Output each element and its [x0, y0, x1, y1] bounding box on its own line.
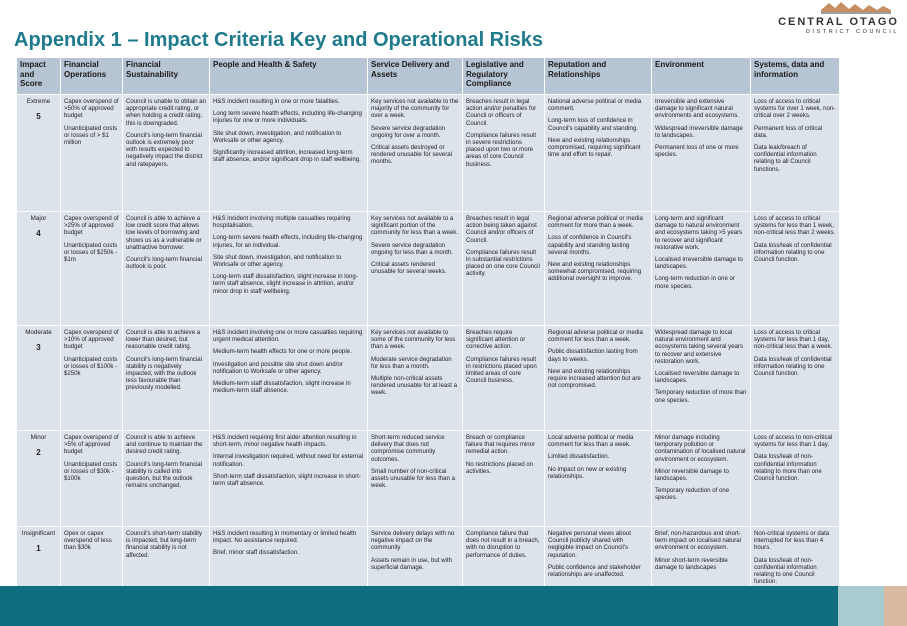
criteria-cell-environment — [652, 95, 750, 211]
criteria-text: Negative personal views about Council publicly shared with negligible impact on Council's reputation. — [548, 530, 631, 559]
column-header-systems-data: Systems, data and information — [751, 58, 839, 94]
criteria-text: Council is able to achieve a lower than desired, but reasonable credit rating. — [126, 329, 201, 351]
criteria-cell-environment — [652, 431, 750, 526]
column-header-financial-operations: Financial Operations — [61, 58, 122, 94]
column-header-people-health-safety: People and Health & Safety — [210, 58, 367, 94]
criteria-cell-financial-sustainability — [123, 212, 209, 325]
criteria-text: Compliance failures result in restrictions placed upon limited areas of core Council business. — [466, 355, 537, 385]
criteria-text: Widespread damage to local natural environment and ecosystems taking several years to recover and extensive restoration work. — [655, 329, 744, 365]
criteria-text: H&S incident involving multiple casualties requiring hospitalisation. — [213, 215, 351, 230]
column-header-financial-sustainability: Financial Sustainability — [123, 58, 209, 94]
criteria-text: Minor reversible damage to landscapes. — [655, 467, 729, 483]
criteria-text: Moderate service degradation for less than a month. — [371, 355, 452, 370]
criteria-text: Loss of access to critical systems for less than 1 day, non-critical less than a week. — [754, 329, 833, 351]
criteria-text: H&S incident requiring first aider attention resulting in short-term, minor negative health impacts. — [213, 434, 357, 449]
criteria-cell-systems-data — [751, 326, 839, 430]
criteria-cell-people-health-safety — [210, 431, 367, 526]
table-row — [17, 431, 839, 526]
criteria-text: Capex overspend of >25% of approved budget — [64, 215, 119, 237]
impact-criteria-table-container — [16, 57, 836, 600]
table-row — [17, 326, 839, 430]
criteria-text: Capex overspend of >10% of approved budget — [64, 329, 119, 351]
criteria-text: Breaches result in legal action and/or penalties for Council or officers of Council. — [466, 98, 537, 127]
criteria-text: Key services not available to a significant portion of the community for less than a week. — [371, 215, 459, 237]
criteria-text: H&S incident resulting in one or more fatalities. — [213, 98, 340, 105]
criteria-cell-financial-sustainability — [123, 326, 209, 430]
criteria-cell-financial-sustainability — [123, 95, 209, 211]
criteria-text: New and existing relationships somewhat compromised, requiring additional oversight to improve. — [548, 261, 642, 283]
criteria-text: Capex overspend of >5% of approved budget — [64, 434, 119, 456]
impact-criteria-table — [16, 57, 840, 600]
criteria-cell-financial-operations — [61, 95, 122, 211]
criteria-text: Short-term reduced service delivery that does not compromise community outcomes. — [371, 434, 445, 463]
criteria-text: Critical assets destroyed or rendered unusable for several months. — [371, 144, 452, 166]
criteria-text: Medium-term staff dissatisfaction, slight increase in medium-term staff absence. — [213, 380, 351, 395]
criteria-cell-reputation — [545, 95, 651, 211]
criteria-text: Long-term severe health effects, including life-changing injuries, for an individual. — [213, 234, 363, 249]
criteria-text: Data loss/leak of confidential information relating to one Council function. — [754, 241, 832, 264]
criteria-text: Temporary reduction of more than one species. — [655, 389, 747, 404]
criteria-text: Brief, minor staff dissatisfaction. — [213, 549, 299, 557]
impact-level-label: Minor — [30, 434, 47, 441]
criteria-text: Internal investigation required, without need for external notification. — [213, 453, 364, 468]
criteria-cell-people-health-safety — [210, 212, 367, 325]
footer-band-accent-2 — [884, 586, 907, 626]
criteria-text: Unanticipated costs or losses of > $1 million — [64, 124, 118, 147]
criteria-text: Long-term and significant damage to natural environment and ecosystems taking >5 years to recover and significant restorative work. — [655, 215, 743, 251]
criteria-cell-financial-sustainability — [123, 431, 209, 526]
table-row — [17, 212, 839, 325]
criteria-cell-financial-operations — [61, 326, 122, 430]
criteria-text: Long-term reduction in one or more species. — [655, 275, 735, 290]
criteria-text: Regional adverse political or media comment for more than a week. — [548, 215, 643, 230]
impact-score-cell — [17, 95, 60, 211]
criteria-text: Data loss/leak of non-confidential information relating to more than one Council function. — [754, 453, 822, 483]
criteria-text: Loss of access to critical systems for less than 1 week, non-critical less than 2 weeks. — [754, 215, 836, 237]
criteria-text: Medium-term health effects for one or more people. — [213, 348, 352, 356]
criteria-text: Irreversible and extensive damage to significant natural environments and ecosystems. — [655, 98, 739, 120]
criteria-text: Council is able to achieve and continue to maintain the desired credit rating. — [126, 434, 203, 456]
criteria-text: Investigation and possible site shut down and/or notification to Worksafe or other agency. — [213, 360, 343, 375]
criteria-text: Site shut down, investigation, and notification to Worksafe or other agency. — [213, 129, 342, 144]
criteria-text: New and existing relationships require increased attention but are not compromised. — [548, 367, 641, 390]
criteria-cell-legislative-compliance — [463, 212, 544, 325]
criteria-text: Significantly increased attrition, increased long-term staff absence, and/or significant drop in staff wellbeing. — [213, 149, 361, 164]
criteria-text: Unanticipated costs or losses of $250k - $1m — [64, 241, 118, 264]
table-row — [17, 95, 839, 211]
criteria-text: Data loss/leak of confidential information relating to one Council function. — [754, 355, 832, 378]
criteria-text: Localised reversible damage to landscapes. — [655, 370, 740, 385]
criteria-text: Service delivery delays with no negative impact on the community — [371, 530, 455, 552]
criteria-text: Critical assets rendered unusable for several weeks. — [371, 261, 447, 276]
criteria-text: No impact on new or existing relationships. — [548, 465, 627, 480]
impact-level-label: Insignificant — [21, 530, 56, 537]
impact-level-label: Major — [30, 215, 47, 222]
impact-score-number: 3 — [36, 343, 41, 353]
criteria-cell-legislative-compliance — [463, 431, 544, 526]
criteria-cell-reputation — [545, 431, 651, 526]
criteria-text: Capex overspend of >50% of approved budget — [64, 98, 119, 120]
criteria-text: Permanent loss of one or more species. — [655, 144, 739, 159]
criteria-cell-service-delivery — [368, 95, 462, 211]
criteria-cell-people-health-safety — [210, 326, 367, 430]
criteria-text: Loss of access to non-critical systems for less than 1 day. — [754, 434, 833, 449]
criteria-cell-systems-data — [751, 212, 839, 325]
impact-score-cell — [17, 212, 60, 325]
table-body — [17, 95, 839, 599]
impact-score-cell — [17, 431, 60, 526]
criteria-text: Breaches require significant attention or corrective action. — [466, 329, 526, 351]
criteria-text: Site shut down, investigation, and notification to Worksafe or other agency. — [213, 253, 342, 269]
criteria-text: Council's long-term financial stability is called into question, but the outlook remains unchanged. — [126, 460, 203, 490]
criteria-text: No restrictions placed on activities. — [466, 460, 534, 475]
criteria-cell-service-delivery — [368, 431, 462, 526]
criteria-cell-reputation — [545, 326, 651, 430]
criteria-text: Breach or compliance failure that requires minor remedial action. — [466, 434, 536, 456]
criteria-text: Council's long-term financial outlook is poor. — [126, 256, 203, 271]
criteria-cell-financial-operations — [61, 431, 122, 526]
criteria-text: Key services not available to the majority of the community for over a week. — [371, 98, 459, 120]
criteria-text: New and existing relationships compromised, requiring significant time and effort to repair. — [548, 136, 641, 159]
council-logo — [771, 0, 901, 40]
logo-subtitle-text: DISTRICT COUNCIL — [805, 29, 899, 35]
criteria-text: Assets remain in use, but with superficial damage. — [371, 556, 452, 571]
table-header-row — [17, 58, 839, 94]
criteria-cell-systems-data — [751, 95, 839, 211]
criteria-cell-service-delivery — [368, 326, 462, 430]
criteria-text: Loss of confidence in Council's capability and standing lasting several months. — [548, 234, 632, 256]
footer-band — [0, 586, 838, 626]
criteria-text: Permanent loss of critical data. — [754, 124, 823, 139]
criteria-text: Minor short-term reversible damage to landscapes — [655, 556, 728, 571]
logo-brand-text: CENTRAL OTAGO — [778, 16, 899, 28]
impact-score-cell — [17, 326, 60, 430]
criteria-text: Severe service degradation ongoing for less than a month. — [371, 241, 453, 256]
criteria-text: National adverse political or media comment. — [548, 98, 642, 113]
impact-score-number: 4 — [36, 229, 41, 239]
criteria-text: Compliance failure that does not result in a breach, with no disruption to performance of duties. — [466, 530, 540, 559]
impact-score-number: 1 — [36, 544, 41, 554]
criteria-cell-environment — [652, 212, 750, 325]
criteria-text: Data leak/breach of confidential information relating to all Council functions. — [754, 144, 817, 173]
criteria-text: Temporary reduction of one species. — [655, 487, 730, 502]
criteria-text: Widespread irreversible damage to landscapes. — [655, 124, 743, 139]
criteria-text: H&S incident involving one or more casualties requiring urgent medical attention. — [213, 329, 363, 344]
criteria-cell-systems-data — [751, 431, 839, 526]
criteria-text: Compliance failures result in substantial restrictions placed on one core Council activity. — [466, 248, 540, 278]
criteria-text: Council's long-term financial stability is negatively impacted, with the outlook less favourable than previously modelled. — [126, 355, 203, 392]
criteria-text: Council's long-term financial outlook is extremely poor with results expected to negatively impact the district and ratepayers. — [126, 131, 203, 168]
criteria-text: Opex or capex overspend of less than $30k — [64, 530, 112, 552]
column-header-reputation: Reputation and Relationships — [545, 58, 651, 94]
criteria-text: Severe service degradation ongoing for over a month. — [371, 124, 446, 139]
criteria-text: Loss of access to critical systems for over 1 week, non-critical over 2 weeks. — [754, 98, 836, 120]
criteria-text: Long-term staff dissatisfaction, slight increase in long-term staff absence, slight increase in attrition, and/or minor drop in staff wellbeing. — [213, 273, 358, 295]
criteria-text: Regional adverse political or media comment for less than a week. — [548, 329, 643, 344]
footer-band-accent — [838, 586, 884, 626]
criteria-text: Local adverse political or media comment for less than a week. — [548, 434, 634, 449]
criteria-text: Long-term loss of confidence in Council's capability and standing. — [548, 117, 638, 132]
criteria-cell-legislative-compliance — [463, 326, 544, 430]
column-header-legislative-compliance: Legislative and Regulatory Compliance — [463, 58, 544, 94]
criteria-text: Unanticipated costs or losses of $100k - $250k — [64, 355, 118, 378]
criteria-cell-service-delivery — [368, 212, 462, 325]
criteria-text: Localised irreversible damage to landscapes. — [655, 256, 743, 271]
column-header-service-delivery: Service Delivery and Assets — [368, 58, 462, 94]
impact-level-label: Moderate — [25, 329, 52, 336]
criteria-text: Data loss/leak of non-confidential information relating to one Council function. — [754, 556, 817, 586]
criteria-cell-legislative-compliance — [463, 95, 544, 211]
criteria-text: H&S incident resulting in momentary or limited health impact. No assistance required. — [213, 530, 357, 545]
criteria-text: Council's short-term stability is impacted, but long-term financial stability is not affected. — [126, 530, 203, 559]
criteria-text: Compliance failures result in severe restrictions placed upon two or more areas of core Council business. — [466, 131, 537, 168]
impact-score-number: 2 — [36, 448, 41, 458]
criteria-text: Breaches result in legal action being taken against Council and/or officers of Council. — [466, 215, 537, 244]
criteria-text: Short-term staff dissatisfaction, slight increase in short-term staff absence. — [213, 472, 361, 488]
impact-score-number: 5 — [36, 112, 41, 122]
criteria-cell-reputation — [545, 212, 651, 325]
criteria-text: Public dissatisfaction lasting from days to weeks. — [548, 348, 638, 363]
landscape-logo-icon — [821, 0, 891, 14]
criteria-cell-people-health-safety — [210, 95, 367, 211]
criteria-text: Long term severe health effects, including life-changing injuries for one or more individuals. — [213, 110, 362, 125]
criteria-text: Limited dissatisfaction. — [548, 453, 610, 461]
column-header-environment: Environment — [652, 58, 750, 94]
criteria-text: Public confidence and stakeholder relationships are unaffected. — [548, 563, 641, 579]
criteria-text: Non-critical systems or data interrupted for less than 4 hours. — [754, 530, 830, 552]
criteria-cell-financial-operations — [61, 212, 122, 325]
criteria-text: Council is unable to obtain an appropriate credit rating, or when holding a credit rating, this is downgraded. — [126, 98, 206, 127]
criteria-text: Minor damage including temporary pollution or contamination of localised natural environment or ecosystem. — [655, 434, 746, 463]
criteria-text: Multiple non-critical assets rendered unusable for at least a week. — [371, 375, 458, 397]
criteria-cell-environment — [652, 326, 750, 430]
criteria-text: Small number of non-critical assets unusable for less than a week. — [371, 467, 456, 490]
page-title: Appendix 1 – Impact Criteria Key and Operational Risks — [14, 29, 544, 51]
criteria-text: Key services not available to some of the community for less than a week. — [371, 329, 456, 351]
criteria-text: Unanticipated costs or losses of $30k - $100k — [64, 460, 118, 483]
criteria-text: Brief, non-hazardous and short-term impact on localised natural environment or ecosystem. — [655, 530, 742, 552]
criteria-text: Council is able to achieve a low credit score that allows low levels of borrowing and shows us as a vulnerable or unattractive borrower. — [126, 215, 202, 251]
column-header-impact: Impact and Score — [17, 58, 60, 94]
impact-level-label: Extreme — [26, 98, 51, 105]
